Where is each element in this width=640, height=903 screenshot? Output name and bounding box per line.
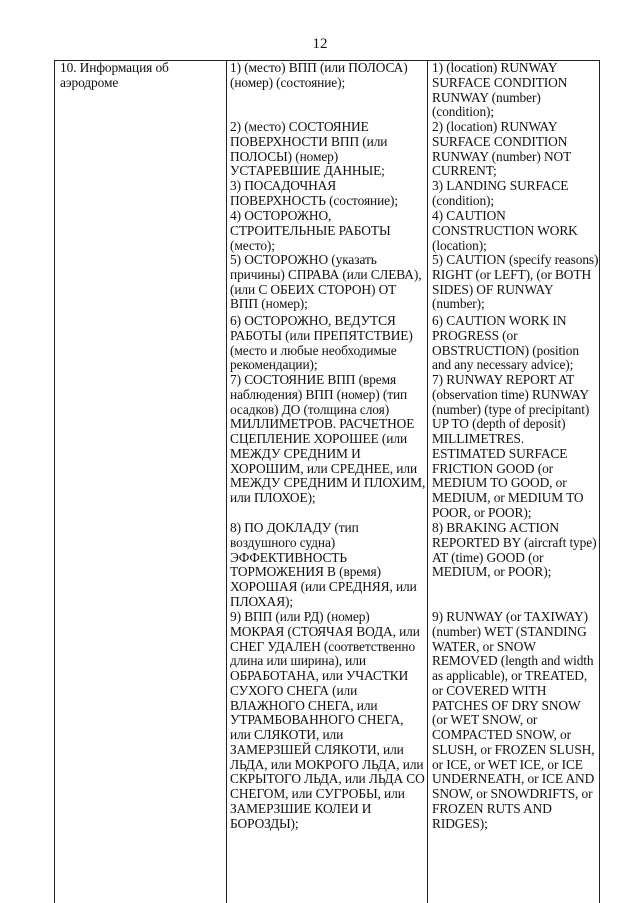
- item-1-en: 1) (location) RUNWAY SURFACE CONDITION RUNWAY (number) (condition);: [432, 60, 568, 120]
- item-8-en: 8) BRAKING ACTION REPORTED BY (aircraft type) AT (time) GOOD (or MEDIUM, or POOR);: [432, 520, 597, 580]
- item-6-ru: 6) ОСТОРОЖНО, ВЕДУТСЯ РАБОТЫ (или ПРЕПЯТСТВИЕ) (место и любые необходимые рекомендации);: [230, 313, 413, 373]
- item-6-en: 6) CAUTION WORK IN PROGRESS (or OBSTRUCTION) (position and any necessary advice);: [432, 313, 579, 373]
- item-8-ru: 8) ПО ДОКЛАДУ (тип воздушного судна) ЭФФЕКТИВНОСТЬ ТОРМОЖЕНИЯ В (время) ХОРОШАЯ (или СРЕДНЯЯ, или ПЛОХАЯ);: [230, 520, 417, 609]
- column-divider-2: [427, 61, 428, 903]
- page-number: 12: [312, 36, 328, 52]
- item-9-en: 9) RUNWAY (or TAXIWAY) (number) WET (STANDING WATER, or SNOW REMOVED (length and width as applicable), or TREATED, or COVERED WITH PATCHES OF DRY SNOW (or WET SNOW, or COMPACTED SNOW, or SLUSH, or FROZEN SLUSH, or ICE, or WET ICE, or ICE UNDERNEATH, or ICE AND SNOW, or SNOWDRIFTS, or FROZEN RUTS AND RIDGES);: [432, 609, 595, 831]
- item-5-ru: 5) ОСТОРОЖНО (указать причины) СПРАВА (или СЛЕВА), (или С ОБЕИХ СТОРОН) ОТ ВПП (номер);: [230, 252, 422, 312]
- item-3-en: 3) LANDING SURFACE (condition);: [432, 178, 569, 208]
- item-7-en: 7) RUNWAY REPORT AT (observation time) RUNWAY (number) (type of precipitant) UP TO (depth of deposit) MILLIMETRES. ESTIMATED SURFACE FRICTION GOOD (or MEDIUM TO GOOD, or MEDIUM, or MEDIUM TO POOR, or POOR);: [432, 372, 590, 520]
- item-3-ru: 3) ПОСАДОЧНАЯ ПОВЕРХНОСТЬ (состояние);: [230, 178, 398, 208]
- item-4-en: 4) CAUTION CONSTRUCTION WORK (location);: [432, 208, 578, 253]
- item-9-ru: 9) ВПП (или РД) (номер) МОКРАЯ (СТОЯЧАЯ ВОДА, или СНЕГ УДАЛЕН (соответственно длина или ширина), или ОБРАБОТАНА, или УЧАСТКИ СУХОГО СНЕГА (или ВЛАЖНОГО СНЕГА, или УТРАМБОВАННОГО СНЕГА, или СЛЯКОТИ, или ЗАМЕРЗШЕЙ СЛЯКОТИ, или ЛЬДА, или МОКРОГО ЛЬДА, или СКРЫТОГО ЛЬДА, или ЛЬДА СО СНЕГОМ, или СУГРОБЫ, или ЗАМЕРЗШИЕ КОЛЕИ И БОРОЗДЫ);: [230, 609, 425, 831]
- item-4-ru: 4) ОСТОРОЖНО, СТРОИТЕЛЬНЫЕ РАБОТЫ (место);: [230, 208, 391, 253]
- item-1-ru: 1) (место) ВПП (или ПОЛОСА) (номер) (состояние);: [230, 60, 408, 90]
- item-5-en: 5) CAUTION (specify reasons) RIGHT (or LEFT), (or BOTH SIDES) OF RUNWAY (number);: [432, 252, 599, 312]
- item-2-en: 2) (location) RUNWAY SURFACE CONDITION RUNWAY (number) NOT CURRENT;: [432, 119, 572, 179]
- item-2-ru: 2) (место) СОСТОЯНИЕ ПОВЕРХНОСТИ ВПП (или ПОЛОСЫ) (номер) УСТАРЕВШИЕ ДАННЫЕ;: [230, 119, 388, 179]
- item-7-ru: 7) СОСТОЯНИЕ ВПП (время наблюдения) ВПП (номер) (тип осадков) ДО (толщина слоя) МИЛЛИМЕТРОВ. РАСЧЕТНОЕ СЦЕПЛЕНИЕ ХОРОШЕЕ (или МЕЖДУ СРЕДНИМ И ХОРОШИМ, или СРЕДНЕЕ, или МЕЖДУ СРЕДНИМ И ПЛОХИМ, или ПЛОХОЕ);: [230, 372, 426, 505]
- column-divider-1: [226, 61, 227, 903]
- section-title: 10. Информация об аэродроме: [60, 60, 169, 90]
